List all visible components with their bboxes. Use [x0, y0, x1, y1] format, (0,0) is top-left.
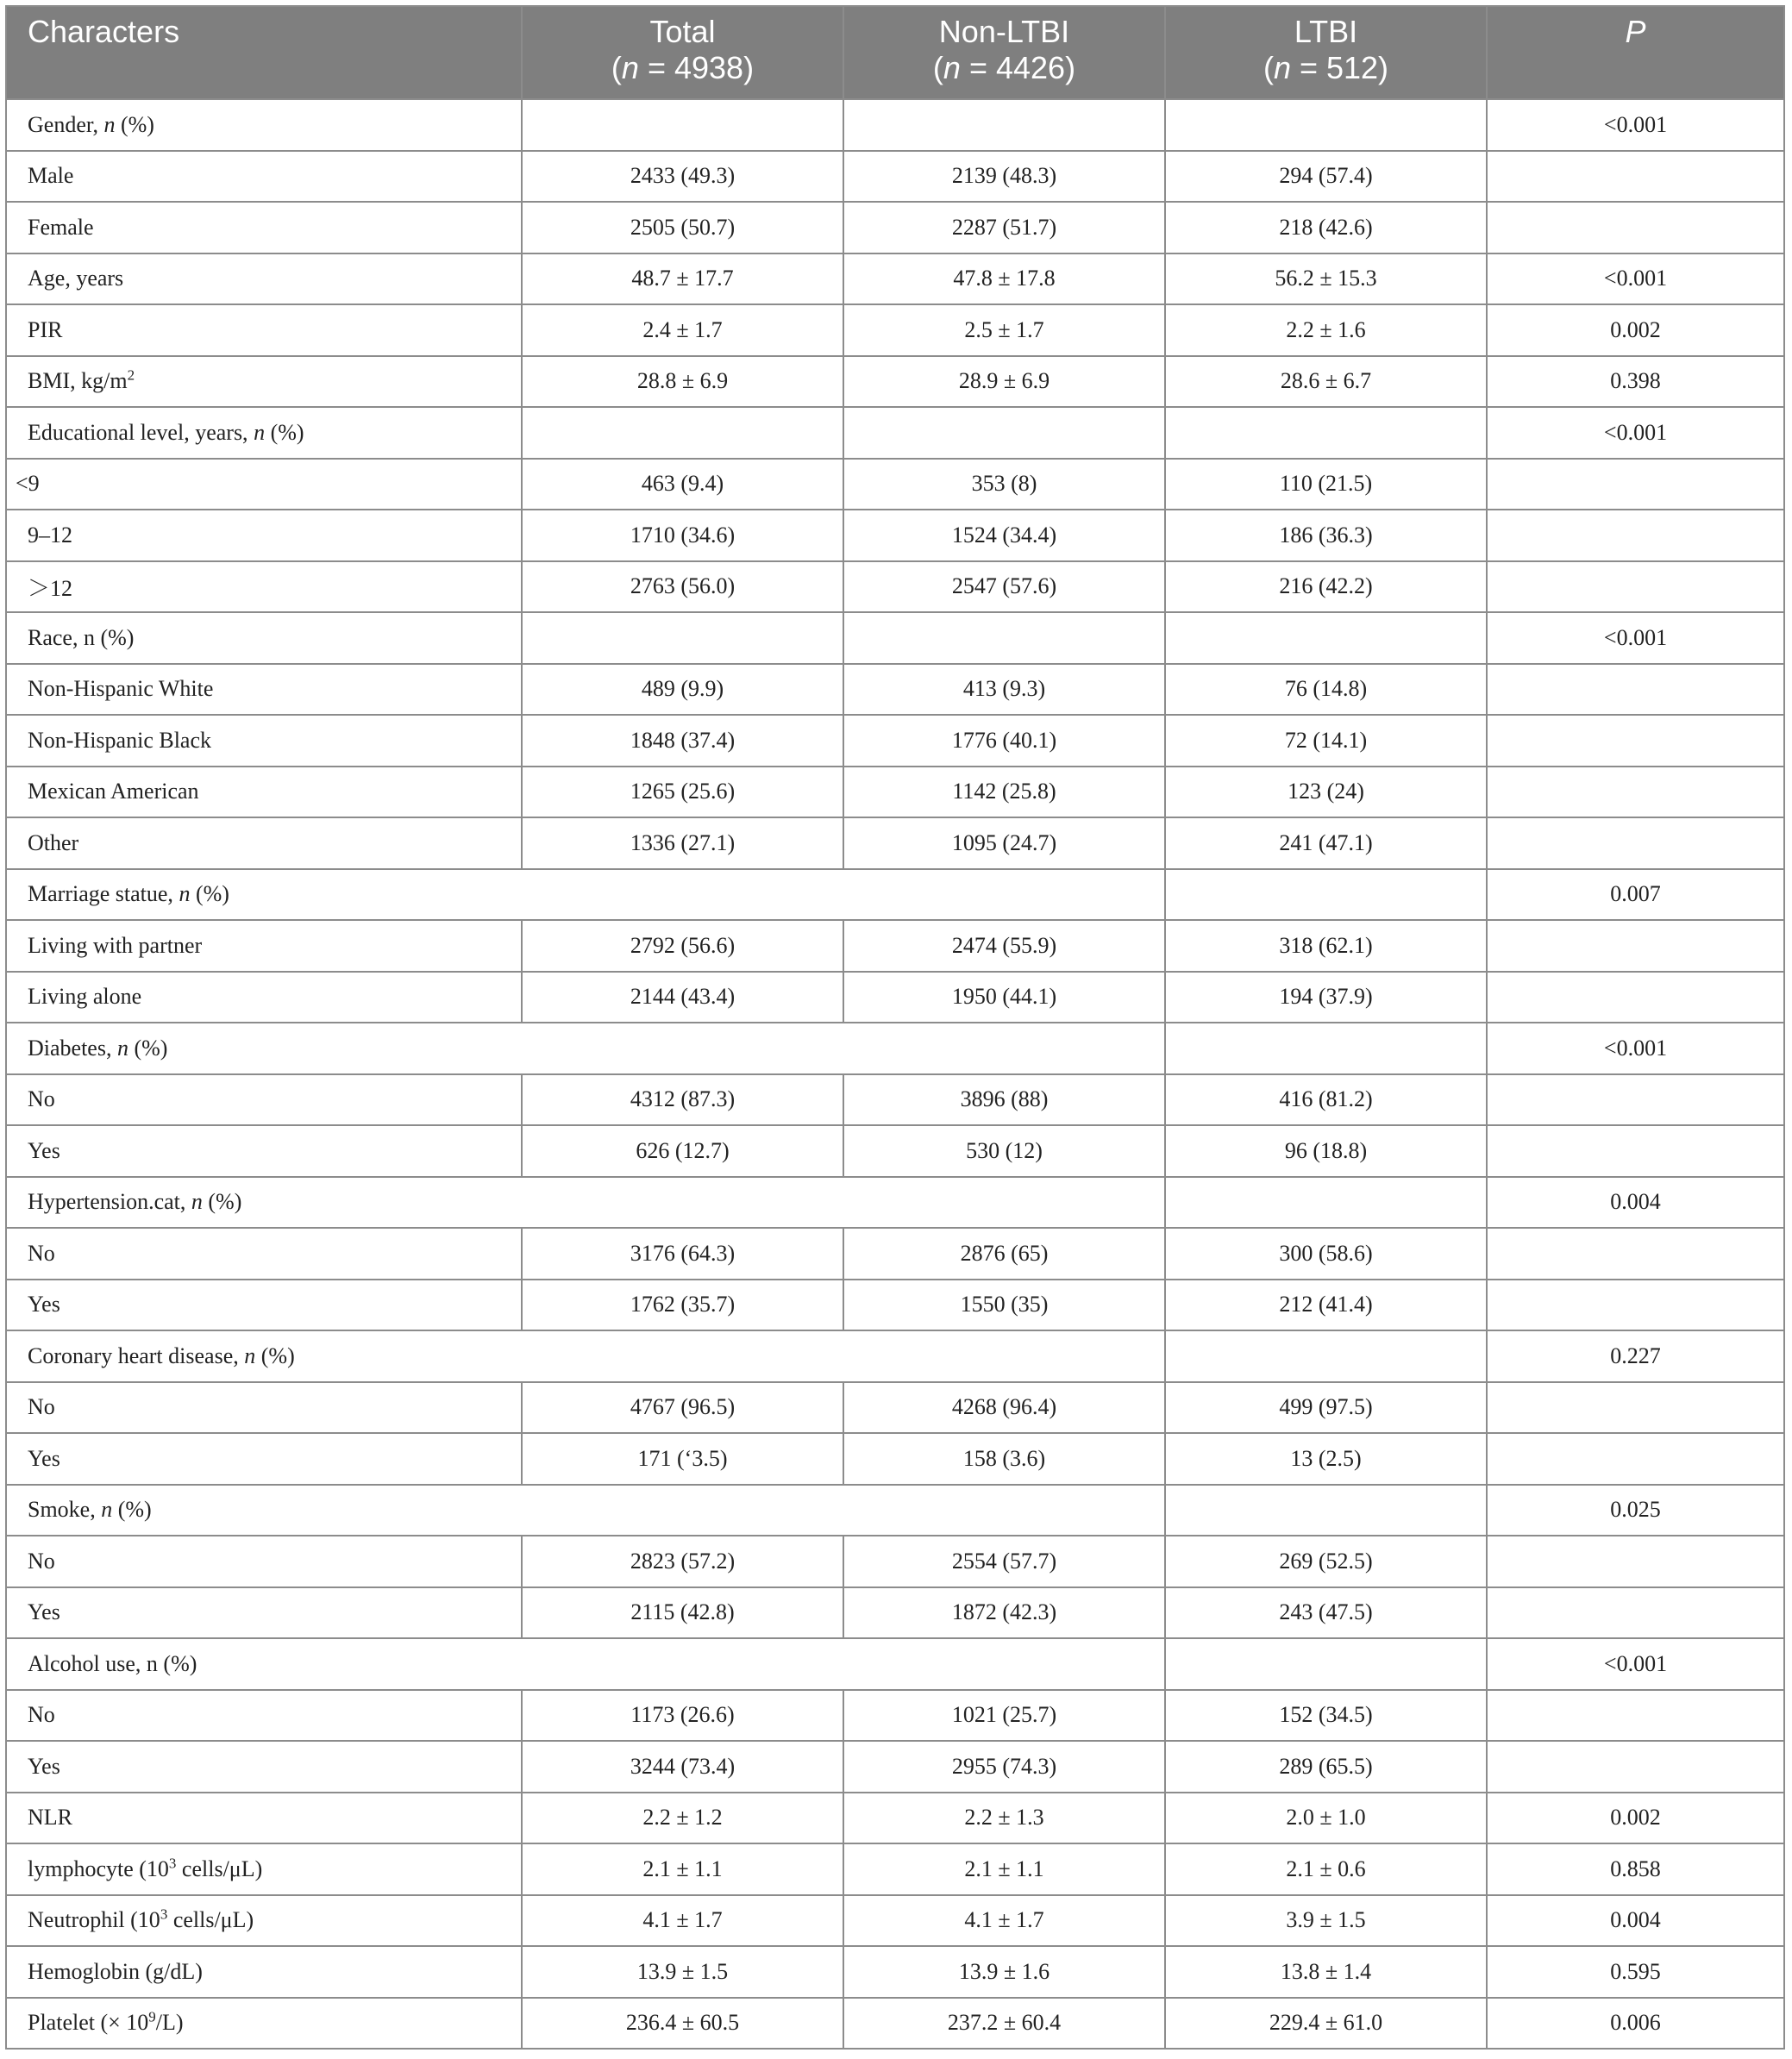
cell-nonltbi: 2474 (55.9) [843, 920, 1165, 972]
row-label: No [6, 1074, 522, 1126]
table-row [6, 1382, 1784, 1434]
row-label: <9 [6, 459, 522, 510]
cell-ltbi: 243 (47.5) [1165, 1587, 1487, 1639]
cell-ltbi [1165, 1485, 1487, 1536]
header-row [6, 6, 1784, 99]
cell-p [1487, 1741, 1784, 1793]
table-row [6, 1690, 1784, 1742]
table-row [6, 920, 1784, 972]
cell-nonltbi [843, 99, 1165, 151]
cell-nonltbi: 2554 (57.7) [843, 1536, 1165, 1587]
cell-total: 1710 (34.6) [522, 510, 843, 561]
cell-ltbi [1165, 1177, 1487, 1229]
cell-nonltbi: 13.9 ± 1.6 [843, 1946, 1165, 1998]
header-ltbi-n: (n = 512) [1263, 50, 1389, 85]
cell-total [522, 99, 843, 151]
cell-nonltbi: 1095 (24.7) [843, 817, 1165, 869]
cell-p: 0.025 [1487, 1485, 1784, 1536]
row-label: No [6, 1690, 522, 1742]
cell-ltbi [1165, 1330, 1487, 1382]
cell-total: 4.1 ± 1.7 [522, 1895, 843, 1947]
cell-total: 2763 (56.0) [522, 561, 843, 613]
table-row [6, 202, 1784, 253]
table-row [6, 1587, 1784, 1639]
cell-p [1487, 664, 1784, 716]
cell-nonltbi: 237.2 ± 60.4 [843, 1998, 1165, 2050]
cell-total: 2.1 ± 1.1 [522, 1843, 843, 1895]
cell-ltbi: 416 (81.2) [1165, 1074, 1487, 1126]
cell-ltbi [1165, 1638, 1487, 1690]
table-row [6, 510, 1784, 561]
cell-nonltbi: 2955 (74.3) [843, 1741, 1165, 1793]
table-row [6, 1228, 1784, 1280]
row-label: Coronary heart disease, n (%) [6, 1330, 1165, 1382]
table-row [6, 99, 1784, 151]
cell-nonltbi: 47.8 ± 17.8 [843, 253, 1165, 305]
cell-total: 2792 (56.6) [522, 920, 843, 972]
cell-p [1487, 561, 1784, 613]
header-characters: Characters [6, 6, 522, 99]
cell-p [1487, 715, 1784, 767]
cell-total: 4312 (87.3) [522, 1074, 843, 1126]
cell-p: <0.001 [1487, 612, 1784, 664]
cell-nonltbi: 1142 (25.8) [843, 767, 1165, 818]
header-ltbi-label: LTBI [1294, 14, 1358, 49]
cell-p: 0.002 [1487, 304, 1784, 356]
table-row [6, 1125, 1784, 1177]
cell-p [1487, 1382, 1784, 1434]
row-label: Yes [6, 1741, 522, 1793]
header-p: P [1487, 6, 1784, 99]
cell-total: 2144 (43.4) [522, 972, 843, 1023]
cell-nonltbi: 1776 (40.1) [843, 715, 1165, 767]
cell-ltbi: 300 (58.6) [1165, 1228, 1487, 1280]
cell-nonltbi: 530 (12) [843, 1125, 1165, 1177]
row-label: Male [6, 151, 522, 203]
cell-ltbi [1165, 869, 1487, 921]
cell-p [1487, 972, 1784, 1023]
cell-nonltbi: 1524 (34.4) [843, 510, 1165, 561]
cell-p [1487, 1536, 1784, 1587]
row-label: Non-Hispanic Black [6, 715, 522, 767]
cell-total: 1762 (35.7) [522, 1280, 843, 1331]
cell-nonltbi: 2139 (48.3) [843, 151, 1165, 203]
cell-ltbi: 28.6 ± 6.7 [1165, 356, 1487, 408]
cell-nonltbi: 1872 (42.3) [843, 1587, 1165, 1639]
cell-total: 48.7 ± 17.7 [522, 253, 843, 305]
row-label: No [6, 1382, 522, 1434]
cell-total: 28.8 ± 6.9 [522, 356, 843, 408]
table-row [6, 356, 1784, 408]
table-row [6, 715, 1784, 767]
header-total-label: Total [649, 14, 716, 49]
row-label: NLR [6, 1793, 522, 1844]
table-row [6, 1177, 1784, 1229]
cell-ltbi: 123 (24) [1165, 767, 1487, 818]
cell-p [1487, 202, 1784, 253]
cell-ltbi: 289 (65.5) [1165, 1741, 1487, 1793]
table-row [6, 612, 1784, 664]
cell-ltbi: 13.8 ± 1.4 [1165, 1946, 1487, 1998]
table-row [6, 304, 1784, 356]
cell-p: 0.227 [1487, 1330, 1784, 1382]
table-row [6, 1793, 1784, 1844]
table-row [6, 1023, 1784, 1074]
cell-p [1487, 459, 1784, 510]
cell-p [1487, 1125, 1784, 1177]
cell-p [1487, 1280, 1784, 1331]
table-row [6, 1485, 1784, 1536]
cell-p [1487, 1433, 1784, 1485]
cell-ltbi: 2.0 ± 1.0 [1165, 1793, 1487, 1844]
row-label: Female [6, 202, 522, 253]
row-label: Platelet (× $10^9/L$) [6, 1998, 522, 2050]
cell-nonltbi: 28.9 ± 6.9 [843, 356, 1165, 408]
header-nonltbi-label: Non-LTBI [938, 14, 1070, 49]
table-row [6, 1895, 1784, 1947]
header-ltbi [1165, 6, 1487, 99]
cell-ltbi: 13 (2.5) [1165, 1433, 1487, 1485]
cell-ltbi [1165, 612, 1487, 664]
header-total [522, 6, 843, 99]
row-label: Hemoglobin (g/dL) [6, 1946, 522, 1998]
cell-p [1487, 1228, 1784, 1280]
row-label: Living alone [6, 972, 522, 1023]
cell-p: 0.002 [1487, 1793, 1784, 1844]
cell-total: 2823 (57.2) [522, 1536, 843, 1587]
cell-ltbi: 212 (41.4) [1165, 1280, 1487, 1331]
cell-nonltbi: 413 (9.3) [843, 664, 1165, 716]
cell-p [1487, 1690, 1784, 1742]
cell-p [1487, 510, 1784, 561]
table-row [6, 1638, 1784, 1690]
cell-total: 1848 (37.4) [522, 715, 843, 767]
cell-ltbi: 76 (14.8) [1165, 664, 1487, 716]
cell-p: 0.858 [1487, 1843, 1784, 1895]
characteristics-table [5, 5, 1785, 2050]
cell-total: 236.4 ± 60.5 [522, 1998, 843, 2050]
row-label: lymphocyte ($10^3$ cells/μL) [6, 1843, 522, 1895]
table-row [6, 767, 1784, 818]
row-label: Yes [6, 1433, 522, 1485]
table-row [6, 1536, 1784, 1587]
row-label: Other [6, 817, 522, 869]
row-label: ＞12 [6, 561, 522, 613]
table-row [6, 1330, 1784, 1382]
cell-p [1487, 1587, 1784, 1639]
cell-total: 3244 (73.4) [522, 1741, 843, 1793]
cell-total [522, 612, 843, 664]
cell-total [522, 407, 843, 459]
table-row [6, 664, 1784, 716]
row-label: PIR [6, 304, 522, 356]
cell-p: 0.004 [1487, 1895, 1784, 1947]
row-label: Alcohol use, n (%) [6, 1638, 1165, 1690]
table-row [6, 1074, 1784, 1126]
cell-p: <0.001 [1487, 99, 1784, 151]
cell-ltbi: 2.1 ± 0.6 [1165, 1843, 1487, 1895]
row-label: Hypertension.cat, n (%) [6, 1177, 1165, 1229]
table-row [6, 459, 1784, 510]
row-label: Race, n (%) [6, 612, 522, 664]
cell-total: 1336 (27.1) [522, 817, 843, 869]
row-label: Living with partner [6, 920, 522, 972]
cell-ltbi [1165, 1023, 1487, 1074]
cell-total: 2.4 ± 1.7 [522, 304, 843, 356]
cell-nonltbi: 2547 (57.6) [843, 561, 1165, 613]
row-label: Yes [6, 1125, 522, 1177]
row-label: Age, years [6, 253, 522, 305]
cell-p [1487, 920, 1784, 972]
table-row [6, 1433, 1784, 1485]
row-label: Gender, n (%) [6, 99, 522, 151]
header-nonltbi-n: (n = 4426) [932, 50, 1076, 85]
cell-ltbi: 186 (36.3) [1165, 510, 1487, 561]
cell-nonltbi [843, 612, 1165, 664]
header-nonltbi [843, 6, 1165, 99]
cell-total: 626 (12.7) [522, 1125, 843, 1177]
cell-nonltbi: 3896 (88) [843, 1074, 1165, 1126]
row-label: Yes [6, 1280, 522, 1331]
cell-p: <0.001 [1487, 1638, 1784, 1690]
table-container [5, 5, 1783, 2050]
cell-p: <0.001 [1487, 407, 1784, 459]
table-row [6, 253, 1784, 305]
cell-nonltbi: 1550 (35) [843, 1280, 1165, 1331]
cell-ltbi: 218 (42.6) [1165, 202, 1487, 253]
row-label: BMI, $kg/m^2$ [6, 356, 522, 408]
cell-p: <0.001 [1487, 253, 1784, 305]
cell-ltbi: 56.2 ± 15.3 [1165, 253, 1487, 305]
cell-ltbi: 318 (62.1) [1165, 920, 1487, 972]
cell-nonltbi: 2.2 ± 1.3 [843, 1793, 1165, 1844]
cell-total: 2433 (49.3) [522, 151, 843, 203]
cell-p: 0.398 [1487, 356, 1784, 408]
row-label: No [6, 1536, 522, 1587]
table-row [6, 151, 1784, 203]
table-header [6, 6, 1784, 99]
cell-nonltbi: 2.1 ± 1.1 [843, 1843, 1165, 1895]
cell-total: 171 (‘3.5) [522, 1433, 843, 1485]
cell-p [1487, 817, 1784, 869]
cell-nonltbi [843, 407, 1165, 459]
cell-p: 0.004 [1487, 1177, 1784, 1229]
cell-ltbi: 3.9 ± 1.5 [1165, 1895, 1487, 1947]
table-row [6, 869, 1784, 921]
cell-ltbi: 269 (52.5) [1165, 1536, 1487, 1587]
cell-p: 0.006 [1487, 1998, 1784, 2050]
cell-nonltbi: 1950 (44.1) [843, 972, 1165, 1023]
cell-nonltbi: 158 (3.6) [843, 1433, 1165, 1485]
cell-total: 489 (9.9) [522, 664, 843, 716]
row-label: Mexican American [6, 767, 522, 818]
cell-nonltbi: 1021 (25.7) [843, 1690, 1165, 1742]
table-row [6, 972, 1784, 1023]
cell-ltbi: 194 (37.9) [1165, 972, 1487, 1023]
cell-ltbi: 152 (34.5) [1165, 1690, 1487, 1742]
cell-ltbi: 216 (42.2) [1165, 561, 1487, 613]
row-label: 9–12 [6, 510, 522, 561]
table-row [6, 817, 1784, 869]
table-row [6, 1843, 1784, 1895]
table-row [6, 1946, 1784, 1998]
cell-total: 1265 (25.6) [522, 767, 843, 818]
cell-total: 2115 (42.8) [522, 1587, 843, 1639]
cell-nonltbi: 2287 (51.7) [843, 202, 1165, 253]
table-body [6, 99, 1784, 2049]
row-label: Non-Hispanic White [6, 664, 522, 716]
cell-nonltbi: 2876 (65) [843, 1228, 1165, 1280]
cell-ltbi: 241 (47.1) [1165, 817, 1487, 869]
cell-ltbi: 2.2 ± 1.6 [1165, 304, 1487, 356]
cell-p: 0.007 [1487, 869, 1784, 921]
row-label: Yes [6, 1587, 522, 1639]
cell-p: <0.001 [1487, 1023, 1784, 1074]
cell-nonltbi: 353 (8) [843, 459, 1165, 510]
cell-nonltbi: 2.5 ± 1.7 [843, 304, 1165, 356]
cell-p [1487, 151, 1784, 203]
row-label: Educational level, years, n (%) [6, 407, 522, 459]
cell-total: 13.9 ± 1.5 [522, 1946, 843, 1998]
table-row [6, 1998, 1784, 2050]
cell-ltbi: 96 (18.8) [1165, 1125, 1487, 1177]
cell-nonltbi: 4.1 ± 1.7 [843, 1895, 1165, 1947]
table-row [6, 407, 1784, 459]
cell-ltbi [1165, 99, 1487, 151]
cell-total: 4767 (96.5) [522, 1382, 843, 1434]
cell-ltbi: 72 (14.1) [1165, 715, 1487, 767]
cell-total: 2505 (50.7) [522, 202, 843, 253]
cell-p [1487, 1074, 1784, 1126]
table-row [6, 561, 1784, 613]
header-total-n: (n = 4938) [611, 50, 755, 85]
row-label: Marriage statue, n (%) [6, 869, 1165, 921]
row-label: Diabetes, n (%) [6, 1023, 1165, 1074]
row-label: Smoke, n (%) [6, 1485, 1165, 1536]
cell-p: 0.595 [1487, 1946, 1784, 1998]
table-row [6, 1741, 1784, 1793]
row-label: No [6, 1228, 522, 1280]
cell-total: 463 (9.4) [522, 459, 843, 510]
cell-ltbi [1165, 407, 1487, 459]
cell-ltbi: 294 (57.4) [1165, 151, 1487, 203]
cell-total: 1173 (26.6) [522, 1690, 843, 1742]
cell-nonltbi: 4268 (96.4) [843, 1382, 1165, 1434]
cell-total: 3176 (64.3) [522, 1228, 843, 1280]
table-row [6, 1280, 1784, 1331]
cell-ltbi: 499 (97.5) [1165, 1382, 1487, 1434]
cell-ltbi: 229.4 ± 61.0 [1165, 1998, 1487, 2050]
row-label: Neutrophil ($10^3$ cells/μL) [6, 1895, 522, 1947]
cell-p [1487, 767, 1784, 818]
cell-total: 2.2 ± 1.2 [522, 1793, 843, 1844]
cell-ltbi: 110 (21.5) [1165, 459, 1487, 510]
